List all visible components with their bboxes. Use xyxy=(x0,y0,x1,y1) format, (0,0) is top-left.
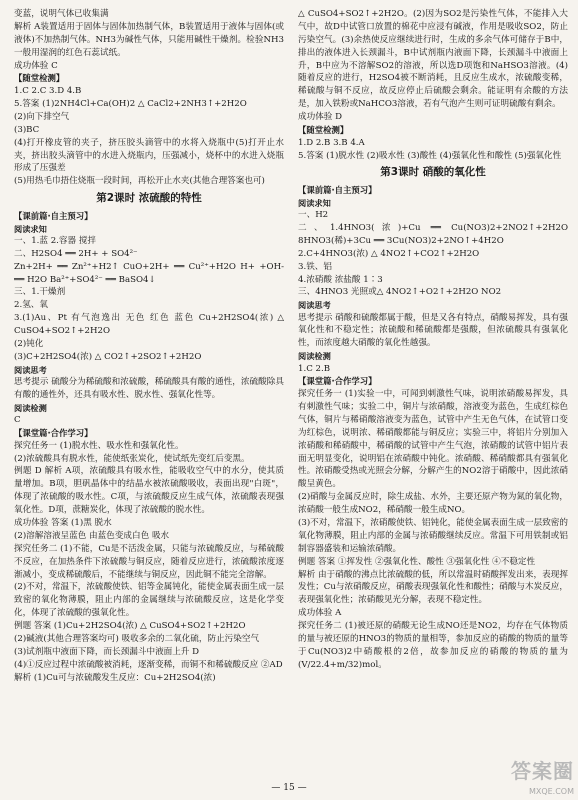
left-paragraph: 变蓝，说明气体已收集满 xyxy=(14,9,109,19)
right-subheading: 阅读检测 xyxy=(298,351,331,362)
right-paragraph: 3.铁、铝 xyxy=(298,261,332,272)
left-paragraph: Zn+2H+ ══ Zn²⁺+H2↑ CuO+2H+ ══ Cu²⁺+H2O H+ +OH- ══ H2O Ba²⁺+SO4²⁻ ══ BaSO4↓ xyxy=(14,261,284,285)
right-paragraph: 4.浓硝酸 浓盐酸 1∶3 xyxy=(298,274,383,285)
left-paragraph: 思考提示 硫酸分为稀硫酸和浓硫酸，稀硫酸具有酸的通性，浓硫酸除具有酸的通性外，还具有吸水性、脱水性、强氧化性等。 xyxy=(14,377,284,400)
left-lesson-title: 第2课时 浓硫酸的特性 xyxy=(96,192,202,205)
right-paragraph: 5.答案 (1)脱水性 (2)吸水性 (3)酸性 (4)强氧化性和酸性 (5)强氧化性 xyxy=(298,150,562,161)
right-paragraph: 解析 由于硝酸的沸点比浓硫酸的低，所以常温时硝酸挥发出来，表现挥发性；Cu与浓硝酸反应，硝酸表现强氧化性和酸性；硝酸与木炭反应，表现强氧化性；浓硝酸见光分解，表现不稳定性。 xyxy=(298,569,568,606)
left-paragraph: 解析 (1)Cu可与浓硫酸发生反应：Cu+2H2SO4(浓) xyxy=(14,672,216,683)
left-paragraph: 2.氢、氧 xyxy=(14,300,48,311)
left-paragraph: (3)BC xyxy=(14,124,40,135)
left-section-heading: 【随堂检测】 xyxy=(14,73,65,84)
right-paragraph: 探究任务一 (1)实验一中，可闻到刺激性气味，说明浓硝酸易挥发，具有刺激性气味；实验二中，铜片与浓硝酸，溶液变为蓝色，生成红棕色气体，铜片与稀硝酸溶液变为蓝色，试管中产生无色气体，在试管口变为红棕色，说明浓、稀硝酸都能与铜反应；实验三中，将铝片分别加入浓硝酸和稀硝酸中，稀硝酸的试管中产生气泡，浓硝酸的试管中铝片表面无明显变化，说明铝在浓硝酸中钝化。浓硝酸、稀硝酸都具有强氧化性。浓硝酸受热或光照会分解，分解产生的NO2溶于硝酸中，因此浓硝酸呈黄色。 xyxy=(298,389,568,490)
right-lesson-title: 第3课时 硝酸的氧化性 xyxy=(380,166,486,179)
right-paragraph: 探究任务二 (1)被还原的硝酸无论生成NO还是NO2，均存在气体物质的量与被还原的HNO3的物质的量相等，参加反应的硝酸的物质的量等于Cu(NO3)2中硝酸根的2倍，故参加反应的硝酸的物质的量为(V/22.4+m/32)mol。 xyxy=(298,621,568,670)
right-paragraph: 1.D 2.B 3.B 4.A xyxy=(298,137,365,148)
left-paragraph: (4)①反应过程中浓硫酸被消耗，逐渐变稀，而铜不和稀硫酸反应 ②AD xyxy=(14,659,283,670)
right-paragraph: 2.C+4HNO3(浓) △ 4NO2↑+CO2↑+2H2O xyxy=(298,248,480,259)
left-paragraph: 探究任务一 (1)脱水性、吸水性和强氧化性。 xyxy=(14,440,184,451)
left-paragraph: 3.(1)Au、Pt 有气泡逸出 无色 红色 蓝色 Cu+2H2SO4(浓) △ CuSO4+SO2↑+2H2O xyxy=(14,313,284,337)
page xyxy=(14,8,568,778)
left-paragraph: 5.答案 (1)2NH4Cl+Ca(OH)2 △ CaCl2+2NH3↑+2H2O xyxy=(14,98,247,109)
right-section-heading: 【随堂检测】 xyxy=(298,125,349,136)
right-paragraph: (2)硝酸与金属反应时，除生成盐、水外，主要还原产物为氮的氧化物，浓硝酸一般生成NO2，稀硝酸一般生成NO。 xyxy=(298,492,568,516)
right-subheading: 阅读求知 xyxy=(298,197,331,208)
left-paragraph: (3)试剂瓶中液面下降，而长颈漏斗中液面上升 D xyxy=(14,646,200,657)
right-section-heading: 【课前篇·自主预习】 xyxy=(298,185,377,196)
right-paragraph: 二、1.4HNO3(浓)+Cu ══ Cu(NO3)2+2NO2↑+2H2O 8HNO3(稀)+3Cu ══ 3Cu(NO3)2+2NO↑+4H2O xyxy=(298,222,568,246)
right-paragraph: 成功体验 D xyxy=(298,112,342,123)
left-paragraph: 探究任务二 (1)不能，Cu是不活泼金属，只能与浓硫酸反应，与稀硫酸不反应，在加热条件下浓硫酸与铜反应，随着反应进行，浓硫酸浓度逐渐减小，变成稀硫酸后，不能继续与铜反应，因此铜不能完全溶解。 xyxy=(14,543,284,580)
left-paragraph: C xyxy=(14,415,21,426)
page-number: — 15 — xyxy=(271,783,307,793)
left-paragraph: 1.C 2.C 3.D 4.B xyxy=(14,86,82,97)
right-section-heading: 【课堂篇·合作学习】 xyxy=(298,376,377,387)
left-paragraph: 三、1.干燥剂 xyxy=(14,287,66,298)
left-section-heading: 【课前篇·自主预习】 xyxy=(14,210,93,221)
left-paragraph: (5)用热毛巾捂住烧瓶一段时间，再松开止水夹(其他合理答案也可) xyxy=(14,176,265,187)
right-paragraph: 思考提示 硝酸和硫酸都属于酸，但是又各有特点，硝酸易挥发，具有强氧化性和不稳定性；浓硫酸和稀硫酸都是强酸，但浓硫酸具有强氧化性，而浓度越大硝酸的氧化性越强。 xyxy=(298,312,568,349)
left-paragraph: (2)钝化 xyxy=(14,338,44,349)
watermark-text: 答案圈 xyxy=(511,759,574,783)
left-paragraph: 成功体验 C xyxy=(14,60,58,71)
left-subheading: 阅读求知 xyxy=(14,223,47,234)
left-paragraph: (2)向下排空气 xyxy=(14,111,70,122)
left-subheading: 阅读思考 xyxy=(14,364,47,375)
right-paragraph: 一、H2 xyxy=(298,210,329,221)
right-paragraph: △ CuSO4+SO2↑+2H2O。(2)因为SO2是污染性气体，不能排入大气中，故D中试管口放置的棉花中应浸有碱液，作用是吸收SO2，防止污染空气。(3)余热使反应继续进行时，生成的多余气体可储存于B中，排出的液体进入长颈漏斗，B中试剂瓶内液面下降，长颈漏斗中液面上升，B中应为不溶解SO2的溶液，所以选D项饱和NaHSO3溶液。(4)随着反应的进行，H2SO4被不断消耗，且反应生成水，浓硫酸变稀，稀硫酸与铜不反应，故反应停止后硫酸会剩余。能证明有余酸的方法是，加入铁粉或NaHCO3溶液，若有气泡产生则可证明硫酸有剩余。 xyxy=(298,9,568,110)
left-paragraph: 例题 D 解析 A项，浓硫酸具有吸水性，能吸收空气中的水分，使其质量增加。B项，胆矾晶体中的结晶水被浓硫酸吸收，表面出现"白斑"，体现了浓硫酸的吸水性。C项，与浓硫酸反应生成气体，浓硫酸表现强氧化性。D项，蔗糖炭化，体现了浓硫酸的脱水性。 xyxy=(14,466,284,516)
watermark-logo xyxy=(511,756,574,798)
right-subheading: 阅读思考 xyxy=(298,300,331,311)
left-paragraph: (3)C+2H2SO4(浓) △ CO2↑+2SO2↑+2H2O xyxy=(14,351,202,362)
left-column xyxy=(14,8,284,778)
left-paragraph: 解析 A装置适用于固体与固体加热制气体，B装置适用于液体与固体(或液体)不加热制气体。NH3为碱性气体，只能用碱性干燥剂。检验NH3一般用湿润的红色石蕊试纸。 xyxy=(14,21,284,58)
left-paragraph: (2)碱液(其他合理答案均可) 吸收多余的二氧化硫，防止污染空气 xyxy=(14,633,260,644)
left-paragraph: 例题 答案 (1)Cu+2H2SO4(浓) △ CuSO4+SO2↑+2H2O xyxy=(14,621,246,632)
left-paragraph: (2)不对，常温下，浓硫酸使铁、铝等金属钝化，能使金属表面生成一层致密的氧化物薄膜，阻止内部的金属继续与浓硫酸反应，这是化学变化，体现了浓硫酸的强氧化性。 xyxy=(14,582,284,619)
left-paragraph: 一、1.蓝 2.容器 搅拌 xyxy=(14,235,97,246)
watermark-domain: MXQE.COM xyxy=(528,787,574,796)
left-subheading: 阅读检测 xyxy=(14,402,47,413)
left-paragraph: (2)溶解溶液呈蓝色 由蓝色变成白色 吸水 xyxy=(14,530,170,541)
right-paragraph: 例题 答案 ①挥发性 ②强氧化性、酸性 ③强氧化性 ④不稳定性 xyxy=(298,556,536,567)
right-column xyxy=(298,8,568,778)
left-paragraph: (4)打开橡皮管的夹子，挤压胶头滴管中的水将入烧瓶中(5)打开止水夹，挤出胶头滴管中的水进入烧瓶内，压强减小，烧杯中的水进入烧瓶形成了压强差 xyxy=(14,137,284,174)
left-paragraph: 成功体验 答案 (1)黑 脱水 xyxy=(14,517,112,528)
right-paragraph: 三、4HNO3 光照或△ 4NO2↑+O2↑+2H2O NO2 xyxy=(298,287,502,298)
left-paragraph: (2)浓硫酸具有脱水性，能使纸张炭化，使试纸先变红后变黑。 xyxy=(14,453,250,464)
right-paragraph: 1.C 2.B xyxy=(298,363,331,374)
left-paragraph: 二、H2SO4 ══ 2H+ + SO4²⁻ xyxy=(14,248,138,259)
left-section-heading: 【课堂篇·合作学习】 xyxy=(14,428,93,439)
right-paragraph: 成功体验 A xyxy=(298,608,342,619)
right-paragraph: (3)不对，常温下，浓硝酸使铁、铝钝化，能使金属表面生成一层致密的氧化物薄膜，阻止内部的金属与浓硝酸继续反应。常温下可用铁制或铝制容器盛装和运输浓硝酸。 xyxy=(298,517,568,554)
